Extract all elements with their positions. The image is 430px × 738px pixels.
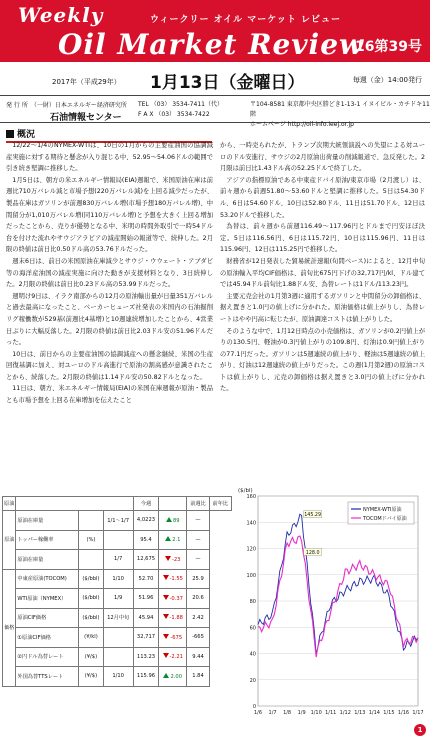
publisher-contact [138,100,223,120]
table-cell-change: 2.1 [159,530,187,550]
table-cell-label: トッパー稼働率 [16,530,79,550]
article-left-column [6,140,213,407]
y-tick-label: 120 [246,546,256,553]
table-cell-change: -675 [159,628,187,648]
table-row [3,628,232,648]
article-paragraph: 1月5日は、朝方の米エネルギー情報局(EIA)週報で、米国原油在庫は前週比710万バレル減と市場予想(220万バレル減)を上回る減少だったが、製品在庫はガソリンが前週830万バレル増(市場予想180万バレル増)、中間留分が1,010万バレル増(同110万バレル増)と予想を大きく上回る増加だったことから、売りが優勢となる中、米明の時間外取引で一時54ドル台を付けた流れやサウジアラビアの減産開始の報道等で、続伸した。2月限の終値は前日比0.50ドル高の53.76ドルだった。 [6,176,213,254]
article-paragraph: そのような中で、1月12日時点の小売価格は、ガソリンが0.2円値上がりの130.5円、軽油が0.3円値上がりの109.8円、灯油は0.9円値上がりの77.1円だった。ガソリンは5週連続の値上がり、軽油は5週連続の値上がり、灯油は12週連続の値上がりだった。この週(1月第2週)の原油コストは値上がりし、元売の卸価格は据え置きと3.0円の値上げに分かれた。 [220,327,425,393]
era-date: 2017年（平成29年） [52,78,121,86]
table-header: 原油 [3,497,16,511]
table-row [3,667,232,687]
table-cell-change: -23 [159,550,187,570]
publisher-website-link[interactable]: ホームページ http://oil-info.ieej.or.jp [250,121,354,128]
y-axis-label: ($/bl) [238,488,253,494]
legend-label: TOCOMドバイ原油 [363,516,407,522]
down-arrow-icon [163,653,169,658]
data-label: 145.29 [304,513,322,519]
data-label: 128.0 [305,550,320,556]
table-cell-yoy: — [187,511,209,531]
table-cell-change: 89 [159,511,187,531]
table-cell-change: -2.21 [159,647,187,667]
table-cell-period [103,628,133,648]
x-tick-label: 1/17 [412,710,424,716]
masthead-weekly: Weekly [18,3,104,27]
table-cell-label: 原油CIF価格 [16,608,79,628]
table-cell-value: 12,675 [133,550,158,570]
table-header [159,497,187,511]
table-row [3,530,232,550]
table-cell-change: -1.55 [159,569,187,589]
table-cell-unit: ($/bbl) [79,569,103,589]
publisher-tel: TEL （03） 3534-7411（代） [138,101,223,108]
table-cell-yoy: 2.42 [187,608,209,628]
table-cell-unit [79,550,103,570]
x-tick-label: 1/7 [268,710,277,716]
market-indicators-table [2,496,232,687]
oil-price-chart [236,486,426,730]
table-group-label: 原油 [3,511,16,570]
y-tick-label: 0 [252,704,256,710]
table-cell-label: WTI原油（NYMEX） [16,589,79,609]
x-tick-label: 1/11 [325,710,337,716]
table-cell-yoy: 25.9 [187,569,209,589]
table-row [3,647,232,667]
y-tick-label: 60 [249,625,256,632]
x-tick-label: 1/16 [397,710,410,716]
x-tick-label: 1/13 [354,710,366,716]
table-cell-label: 外国為替TTSレート [16,667,79,687]
y-tick-label: 20 [249,677,256,684]
table-cell-period [103,647,133,667]
section-heading: 概況 [6,127,212,143]
y-tick-label: 100 [246,572,256,579]
article-paragraph: 10日は、前日からの主要産油国の協調減産への懸念継続、米国の生産回復基調に加え、対ユーロのドル高進行で原油の割高感が意識されたことから、続落した。2月限の終値は1.14ドル安の50.82ドルとなった。 [6,350,213,381]
table-cell-period: 12月中旬 [103,608,133,628]
chart-svg [236,486,426,730]
table-header: 前年比 [209,497,231,511]
table-cell-unit: (¥/$) [79,667,103,687]
table-cell-label: 原油在庫量 [16,550,79,570]
table-cell-change: 2.00 [159,667,187,687]
table-cell-value: 51.96 [133,589,158,609]
table-cell-unit: ($/bbl) [79,589,103,609]
issue-date: 1月13日（金曜日） [150,73,305,93]
table-cell-value: 113.23 [133,647,158,667]
publisher-label: 発 行 所 （一財）日本エネルギー経済研究所 [6,102,127,109]
table-cell-value: 52.70 [133,569,158,589]
table-row [3,589,232,609]
table-row [3,511,232,531]
table-header: 前週比 [187,497,209,511]
down-arrow-icon [165,556,171,561]
table-header: 今週 [133,497,158,511]
table-cell-yoy: 1.84 [187,667,209,687]
publisher-fax: F A X （03） 3534-7422 [138,111,210,118]
publisher-bar [0,95,430,128]
table-cell-period: 1/10 [103,569,133,589]
table-cell-unit: ($/bbl) [79,608,103,628]
article-paragraph: 12/22～1/4のNYMEX-WTIは、10日の1月からの主要産油国の協調減産実施に対する期待と懸念が入り混じる中、52.95～54.06ドルの範囲で引き続き堅調に推移した。 [6,142,213,173]
article-paragraph: 11日は、朝方、米エネルギー情報局(EIA)の米国在庫週報が原油・製品とも市場予想を上回る在庫増加を伝えたこと [6,385,213,405]
table-cell-period: 1/9 [103,589,133,609]
table-cell-period [103,530,133,550]
table-header-row [3,497,232,511]
article-paragraph: 財務省が12日発表した貿易統計速報(旬間ベース)によると、12月中旬の原油輸入平均CIF価格は、前旬比675円下げの32,717円/kl、ドル建てでは45.94ドル前旬比1.88ドル安、為替レートは1ドル/113.23円。 [220,257,425,289]
table-cell-value: 32,717 [133,628,158,648]
up-arrow-icon [166,517,172,522]
table-row [3,569,232,589]
table-row [3,550,232,570]
x-tick-label: 1/8 [283,710,292,716]
table-cell-period: 1/7 [103,550,133,570]
dateline [0,66,430,92]
table-cell-period: 1/10 [103,667,133,687]
table-cell-value: 95.4 [133,530,158,550]
article-paragraph: 為替は、前々週から前週116.49～117.96円とドルまで円安ほぼ決定。5日は116.56円、6日は115.72円、10日は115.96円、11日は115.96円、12日は115.25円で推移した。 [220,223,425,254]
table-cell-yoy: — [187,530,209,550]
table-cell-value: 45.94 [133,608,158,628]
table-cell-yoy: 9.44 [187,647,209,667]
publisher-address: 〒104-8581 東京都中央区勝どき1-13-1 イヌイビル・カチドキ11階 [250,101,430,118]
masthead-title: Oil Market Review [58,28,365,61]
down-arrow-icon [163,614,169,619]
table-cell-label: 中東産原油(TOCOM) [16,569,79,589]
y-tick-label: 40 [249,651,256,658]
masthead-tagline: ウィークリー オイル マーケット レビュー [150,15,341,25]
article-paragraph: 主要元売会社の1月第3週に適用するガソリンと中間留分の卸価格は、据え置きと1.0円の値上げに分かれた。原油価格は値上がりし、為替レートはやや円高に転じたが、原油調達コストは値上がりした。 [220,292,425,323]
down-arrow-icon [163,595,169,600]
table-cell-change: -1.88 [159,608,187,628]
y-tick-label: 140 [246,520,256,527]
x-tick-label: 1/12 [339,710,351,716]
article-right-column [220,140,425,395]
table-cell-change: -0.37 [159,589,187,609]
table-cell-unit: (¥/$) [79,647,103,667]
publisher-name: 石油情報センター [50,113,122,123]
down-arrow-icon [163,634,169,639]
table-row [3,608,232,628]
article-paragraph: 週明け9日は、イラク南部からの12月の原油輸出量が日量351万バレルと過去最高になったこと、ベーカーヒューズ社発表の米国内の石油掘削リグ稼働数が529基(前週比4基増)と10週連続増加したことから、4営業日ぶりに大幅反落した。2月限の終値は前日比2.03ドル安の51.96ドルだった。 [6,292,213,347]
page-number-badge: 1 [414,724,426,736]
x-tick-label: 1/9 [297,710,306,716]
x-tick-label: 1/14 [368,710,380,716]
table-cell-yoy: 20.6 [187,589,209,609]
square-bullet-icon [6,130,14,138]
y-tick-label: 160 [246,494,256,500]
article-paragraph: アジアの指標原油である中東産ドバイ原油/東京市場（2月渡し）は、前々週から前週51.80～53.60ドルと堅調に推移した。5日は54.30ドル、6日は54.60ドル、10日は52.80ドル、11日は51.70ドル、12日は53.20ドルで推移した。 [220,176,425,219]
down-arrow-icon [163,575,169,580]
article-paragraph: から、一時売られたが、トランプ次期大統領演説への失望による対ユーロのドル安進行、サウジの2月原油出荷量の削減報道で、急反発した。2月限は前日比1.43ドル高の52.25ドルで終了した。 [220,142,425,173]
x-tick-label: 1/10 [310,710,322,716]
table-cell-label: ①原油CIF価格 [16,628,79,648]
table-cell-period: 1/1～1/7 [103,511,133,531]
table-cell-unit [79,511,103,531]
x-tick-label: 1/6 [253,710,263,716]
up-arrow-icon [165,536,171,541]
table-cell-unit: (¥/kl) [79,628,103,648]
article-paragraph: 週末6日は、前日の米国原油在庫減少とサウジ・ウウェート・アブダビ等の海洋産油国の減産実施に向けた動きが支援材料となり、3日続伸した。2月限の終値は前日比0.23ドル高の53.99ドルだった。 [6,257,213,289]
table-group-label: 価格 [3,569,16,686]
up-arrow-icon [163,673,169,678]
legend-label: NYMEX-WTI原油 [363,507,402,513]
table-cell-value: 115.96 [133,667,158,687]
publisher-address-block [250,100,430,130]
volume-number: 16第39号 [355,39,422,55]
table-header [16,497,133,511]
y-tick-label: 80 [249,599,256,605]
table-cell-label: ②円ドル為替レート [16,647,79,667]
table-cell-value: 4,0223 [133,511,158,531]
table-cell-label: 原油在庫量 [16,511,79,531]
masthead [0,0,430,62]
table-cell-yoy: — [187,550,209,570]
table-cell-unit: (%) [79,530,103,550]
issue-schedule: 毎週（金）14:00発行 [352,76,422,84]
table-cell-yoy: -665 [187,628,209,648]
x-tick-label: 1/15 [383,710,395,716]
